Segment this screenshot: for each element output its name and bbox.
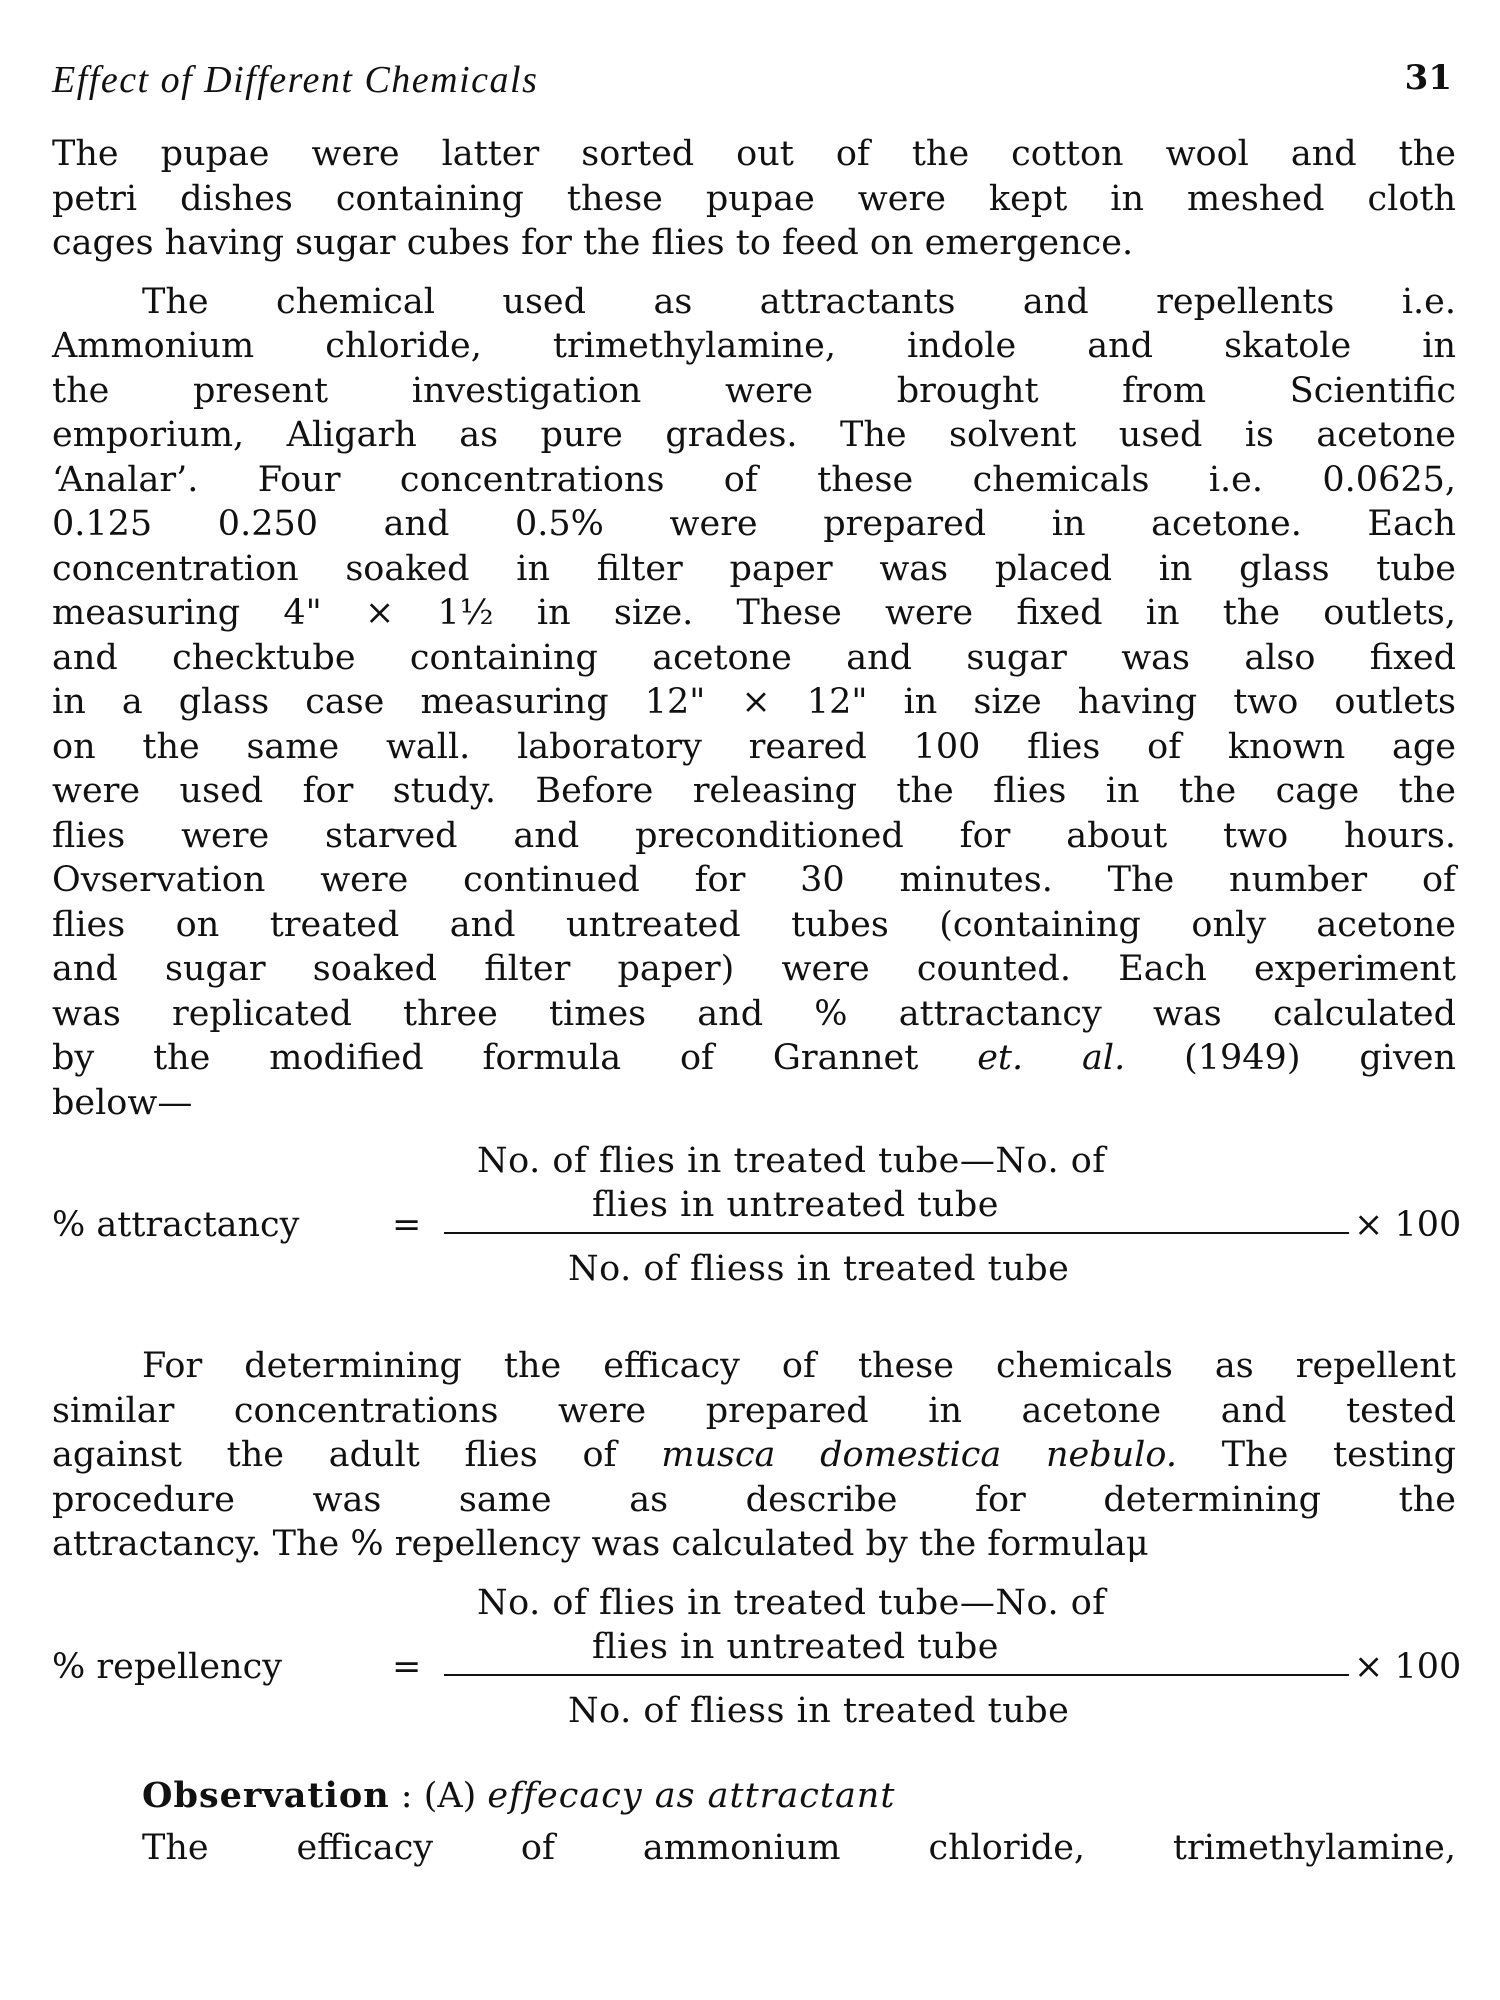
text-line: flies were starved and preconditioned for about two hours. [52,815,1456,856]
text-line: similar concentrations were prepared in acetone and tested [52,1390,1456,1431]
fraction-bar [444,1674,1349,1676]
text-line: flies on treated and untreated tubes (containing only acetone [52,904,1456,945]
numerator-line-2: flies in untreated tube [592,1185,999,1225]
paragraph-1 [52,132,1456,266]
equals-sign: = [392,1646,422,1687]
text-line: procedure was same as describe for determining the [52,1479,1456,1520]
multiplier: × 100 [1354,1646,1462,1687]
text-line: Ovservation were continued for 30 minutes. The number of [52,860,1456,900]
fraction-bar [444,1232,1349,1234]
observation-separator: : (A) [389,1775,488,1816]
text-line: measuring 4" × 1½ in size. These were fixed in the outlets, [52,593,1456,633]
species-line [52,1433,1456,1478]
running-title: Effect of Different Chemicals [52,59,539,101]
text-line: Ammonium chloride, trimethylamine, indole and skatole in [52,326,1456,366]
text-line: were used for study. Before releasing the flies in the cage the [52,771,1456,811]
text-line: concentration soaked in filter paper was placed in glass tube [52,548,1456,589]
observation-heading [52,1774,1456,1819]
numerator-line-1: No. of flies in treated tube—No. of [477,1141,1106,1181]
text-line: 0.125 0.250 and 0.5% were prepared in acetone. Each [52,504,1456,544]
text-line: ‘Analar’. Four concentrations of these chemicals i.e. 0.0625, [52,459,1456,500]
species-name: musca domestica nebulo. [661,1435,1177,1475]
text-line: petri dishes containing these pupae were kept in meshed cloth [52,178,1456,219]
text-line: cages having sugar cubes for the flies to feed on emergence. [52,223,1134,263]
observation-label: Observation [142,1774,390,1816]
text-line: and sugar soaked filter paper) were counted. Each experiment [52,949,1456,989]
text-line: on the same wall. laboratory reared 100 flies of known age [52,726,1456,767]
text-line: below— [52,1082,193,1123]
text-line: emporium, Aligarh as pure grades. The solvent used is acetone [52,415,1456,455]
page-header [52,58,1452,108]
body-text [52,132,1462,1871]
page-number: 31 [1404,58,1452,98]
attractancy-formula [52,1139,1462,1314]
formula-lhs [52,1203,422,1248]
text-line: The pupae were latter sorted out of the cotton wool and the [52,134,1456,174]
text-line: attractancy. The % repellency was calculated by the formulaμ [52,1524,1149,1564]
text-line: The efficacy of ammonium chloride, trimethylamine, [142,1828,1456,1868]
text-line: the present investigation were brought from Scientific [52,370,1456,411]
equals-sign: = [392,1205,422,1245]
final-paragraph [52,1826,1456,1871]
text-line: in a glass case measuring 12" × 12" in size having two outlets [52,682,1456,722]
paragraph-2 [52,280,1456,1126]
species-before: against the adult flies of [52,1435,662,1475]
citation-line [52,1036,1456,1081]
citation-text: by the modified formula of Grannet [52,1038,978,1078]
numerator-line-2: flies in untreated tube [592,1626,999,1667]
repellency-formula [52,1581,1462,1756]
formula-label: % repellency [52,1646,282,1687]
text-line: The chemical used as attractants and repellents i.e. [142,281,1456,322]
numerator-line-1: No. of flies in treated tube—No. of [477,1582,1106,1623]
citation-etal: et. al. [977,1038,1126,1078]
denominator: No. of fliess in treated tube [568,1249,1070,1289]
citation-year: (1949) given [1125,1038,1457,1078]
formula-lhs [52,1645,422,1690]
denominator: No. of fliess in treated tube [568,1690,1070,1731]
species-after: The testing [1176,1435,1456,1475]
observation-title: effecacy as attractant [487,1775,896,1816]
text-line: was replicated three times and % attractancy was calculated [52,993,1456,1034]
multiplier: × 100 [1354,1205,1462,1245]
text-line: For determining the efficacy of these chemicals as repellent [142,1346,1456,1386]
paragraph-3 [52,1344,1456,1567]
text-line: and checktube containing acetone and sugar was also fixed [52,637,1456,678]
formula-label: % attractancy [52,1205,300,1245]
